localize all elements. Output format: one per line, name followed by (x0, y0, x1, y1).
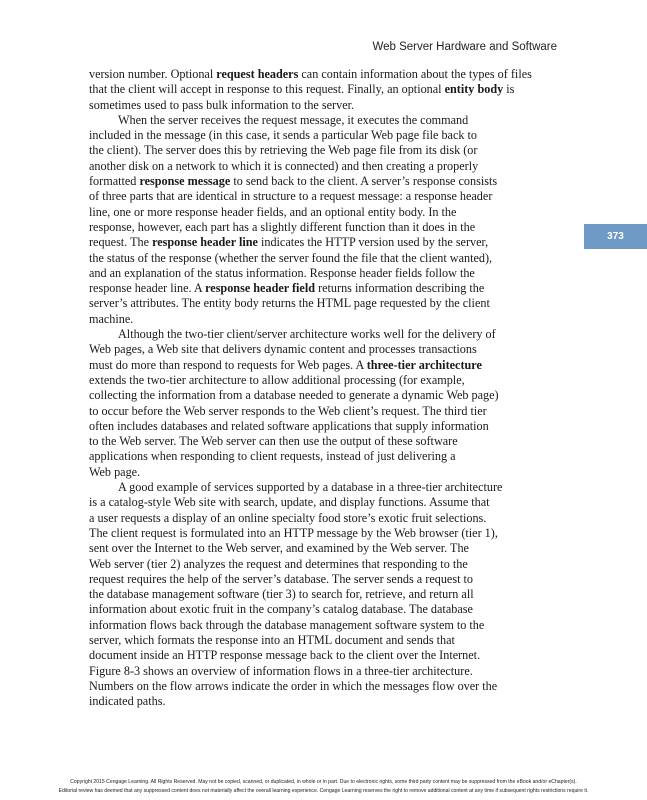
text-line (89, 388, 577, 403)
body-text (89, 67, 577, 709)
text-line (89, 434, 577, 449)
text-run: included in the message (in this case, it sends a particular Web page file back to (89, 128, 477, 143)
text-run: is (503, 82, 515, 97)
text-line (89, 205, 577, 220)
text-line (89, 159, 577, 174)
text-line (89, 67, 577, 82)
text-run: Web server (tier 2) analyzes the request and determines that responding to the (89, 556, 468, 571)
text-line (89, 296, 577, 311)
text-run: Numbers on the flow arrows indicate the order in which the messages flow over the (89, 678, 498, 693)
text-line (89, 449, 577, 464)
text-line (89, 281, 577, 296)
text-line (89, 679, 577, 694)
text-line (89, 143, 577, 158)
key-term: request headers (216, 67, 299, 81)
text-run: server’s attributes. The entity body returns the HTML page requested by the client (89, 296, 490, 311)
text-line (89, 633, 577, 648)
text-run: another disk on a network to which it is connected) and then creating a properly (89, 158, 479, 173)
text-run: document inside an HTTP response message back to the client over the Internet. (89, 648, 481, 663)
text-run: returns information describing the (315, 281, 485, 296)
text-run: is a catalog-style Web site with search, update, and display functions. Assume that (89, 495, 490, 510)
text-line (89, 327, 577, 342)
text-run: information flows back through the database management software system to the (89, 617, 485, 632)
text-line (89, 664, 577, 679)
key-term: entity body (444, 82, 504, 97)
running-head: Web Server Hardware and Software (372, 41, 557, 53)
text-run: The client request is formulated into an HTTP message by the Web browser (tier 1), (89, 525, 498, 540)
page-number-tab (584, 224, 647, 249)
text-line (89, 572, 577, 587)
text-run: a user requests a display of an online specialty food store’s exotic fruit selections. (89, 510, 487, 525)
text-line (89, 82, 577, 97)
text-run: response, however, each part has a slightly different function than it does in the (89, 219, 476, 234)
key-term: three-tier architecture (366, 357, 482, 372)
text-run: often includes databases and related software applications that supply information (89, 418, 489, 433)
copyright-footer-line-1: Copyright 2015 Cengage Learning. All Rights Reserved. May not be copied, scanned, or duplicated, in whole or in part. Due to electronic rights, some third party content may be suppressed from the eBook and/or eChapter(s). (70, 779, 577, 785)
text-run: of three parts that are identical in structure to a request message: a response header (89, 189, 493, 204)
text-line (89, 189, 577, 204)
text-run: Web page. (89, 464, 141, 479)
key-term: response header field (205, 281, 316, 296)
text-run: Figure 8-3 shows an overview of information flows in a three-tier architecture. (89, 663, 473, 678)
key-term: response message (139, 174, 231, 189)
text-run: response header line. A (89, 281, 206, 296)
text-line (89, 602, 577, 617)
text-line (89, 557, 577, 572)
text-line (89, 128, 577, 143)
page-number: 373 (607, 231, 624, 242)
text-run: must do more than respond to requests for Web pages. A (89, 357, 367, 372)
text-run: version number. Optional (89, 67, 217, 81)
text-run: indicates the HTTP version used by the server, (257, 235, 489, 250)
text-run: request requires the help of the server’s database. The server sends a request to (89, 571, 473, 586)
text-run: the database management software (tier 3) to search for, retrieve, and return all (89, 587, 474, 602)
text-line (89, 312, 577, 327)
text-run: Although the two-tier client/server architecture works well for the delivery of (118, 327, 496, 342)
text-line (89, 495, 577, 510)
text-run: server, which formats the response into an HTML document and sends that (89, 632, 455, 647)
text-line (89, 174, 577, 189)
text-run: collecting the information from a database needed to generate a dynamic Web page) (89, 388, 499, 403)
copyright-footer-line-2: Editorial review has deemed that any suppressed content does not materially affect the overall learning experience. Cengage Learning reserves the right to remove additional content at any time if subsequent rights restrictions require it. (58, 788, 589, 794)
text-run: can contain information about the types of files (298, 67, 532, 81)
text-run: to the Web server. The Web server can then use the output of these software (89, 434, 458, 449)
text-line (89, 587, 577, 602)
text-run: request. The (89, 235, 153, 250)
text-line (89, 618, 577, 633)
key-term: response header line (152, 235, 258, 250)
text-run: the status of the response (whether the server found the file that the client wanted), (89, 250, 493, 265)
text-line (89, 358, 577, 373)
text-line (89, 541, 577, 556)
text-line (89, 98, 577, 113)
text-run: to send back to the client. A server’s response consists (230, 174, 498, 189)
text-run: extends the two-tier architecture to allow additional processing (for example, (89, 372, 465, 387)
text-run: information about exotic fruit in the company’s catalog database. The database (89, 602, 473, 617)
text-line (89, 480, 577, 495)
text-line (89, 113, 577, 128)
text-line (89, 266, 577, 281)
text-run: line, one or more response header fields, and an optional entity body. In the (89, 204, 457, 219)
text-run: the client). The server does this by retrieving the Web page file from its disk (or (89, 143, 478, 158)
text-line (89, 220, 577, 235)
text-run: Web pages, a Web site that delivers dynamic content and processes transactions (89, 342, 477, 357)
text-line (89, 373, 577, 388)
text-run: sometimes used to pass bulk information to the server. (89, 97, 355, 112)
text-line (89, 526, 577, 541)
text-line (89, 694, 577, 709)
text-run: applications when responding to client requests, instead of just delivering a (89, 449, 456, 464)
text-line (89, 342, 577, 357)
text-run: indicated paths. (89, 694, 166, 709)
text-run: and an explanation of the status information. Response header fields follow the (89, 265, 475, 280)
text-line (89, 404, 577, 419)
text-line (89, 511, 577, 526)
text-run: to occur before the Web server responds to the Web client’s request. The third tier (89, 403, 487, 418)
text-line (89, 648, 577, 663)
text-line (89, 419, 577, 434)
text-run: A good example of services supported by a database in a three-tier architecture (118, 480, 503, 495)
text-run: formatted (89, 174, 140, 189)
text-run: machine. (89, 311, 134, 326)
text-run: sent over the Internet to the Web server, and examined by the Web server. The (89, 541, 469, 556)
text-line (89, 465, 577, 480)
text-line (89, 235, 577, 250)
text-run: When the server receives the request message, it executes the command (118, 112, 469, 127)
text-run: that the client will accept in response to this request. Finally, an optional (89, 82, 445, 97)
text-line (89, 251, 577, 266)
